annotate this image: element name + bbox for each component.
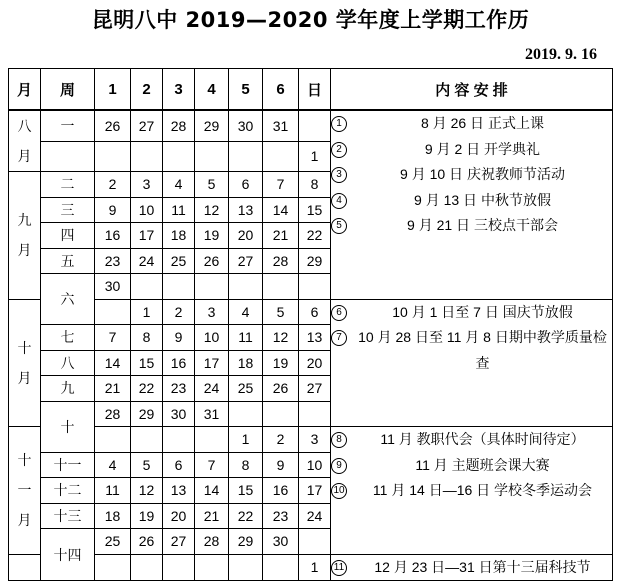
day-cell: [131, 274, 163, 300]
day-cell: 28: [163, 110, 195, 141]
day-cell: 22: [131, 376, 163, 402]
month-char: 月: [17, 512, 32, 529]
day-cell: 29: [195, 110, 229, 141]
schedule-item: [331, 478, 612, 504]
day-cell: 22: [299, 223, 331, 249]
day-cell: [263, 141, 299, 171]
week-cell: 一: [41, 110, 95, 141]
day-cell: [195, 141, 229, 171]
day-cell: [95, 141, 131, 171]
week-cell: 三: [41, 197, 95, 223]
day-cell: 16: [263, 478, 299, 504]
day-cell: 14: [263, 197, 299, 223]
month-cell-oct: [9, 299, 41, 427]
document-date: 2019. 9. 16: [525, 46, 597, 63]
day-cell: 3: [299, 427, 331, 453]
day-cell: 18: [229, 350, 263, 376]
day-cell: [131, 141, 163, 171]
day-cell: 15: [229, 478, 263, 504]
day-cell: 26: [195, 248, 229, 274]
month-char: 九: [17, 212, 32, 229]
day-cell: [299, 529, 331, 555]
day-cell: 29: [299, 248, 331, 274]
day-cell: [263, 401, 299, 427]
day-cell: 9: [95, 197, 131, 223]
day-cell: 27: [131, 110, 163, 141]
week-cell: 九: [41, 376, 95, 402]
day-cell: 10: [131, 197, 163, 223]
day-cell: 31: [263, 110, 299, 141]
week-cell: 十二: [41, 478, 95, 504]
day-cell: 17: [131, 223, 163, 249]
day-cell: [163, 141, 195, 171]
month-char: 月: [17, 242, 32, 259]
item-text: 12 月 23 日—31 日第十三届科技节: [374, 558, 591, 575]
week-cell: 二: [41, 172, 95, 198]
schedule-item: [331, 300, 612, 326]
table-row: [9, 427, 613, 453]
day-cell: [229, 554, 263, 581]
day-cell: [195, 274, 229, 300]
day-cell: 15: [299, 197, 331, 223]
page-title: 昆明八中 2019—2020 学年度上学期工作历: [91, 8, 530, 32]
day-cell: 4: [95, 452, 131, 478]
week-cell: 十: [41, 401, 95, 452]
day-cell: 23: [95, 248, 131, 274]
day-cell: [229, 401, 263, 427]
day-cell: 2: [263, 427, 299, 453]
day-cell: [229, 274, 263, 300]
day-cell: 13: [163, 478, 195, 504]
day-cell: 27: [229, 248, 263, 274]
day-cell: 21: [195, 503, 229, 529]
day-cell: 24: [195, 376, 229, 402]
week-cell: 七: [41, 325, 95, 351]
week-cell: 十三: [41, 503, 95, 529]
day-cell: 12: [195, 197, 229, 223]
day-cell: 5: [131, 452, 163, 478]
schedule-item: [331, 453, 612, 479]
day-cell: 26: [263, 376, 299, 402]
day-cell: 25: [229, 376, 263, 402]
day-cell: [163, 554, 195, 581]
day-cell: 28: [195, 529, 229, 555]
table-row: [9, 299, 613, 325]
day-cell: 30: [95, 274, 131, 300]
header-day: 日: [299, 69, 331, 111]
item-number: 8: [331, 432, 347, 448]
day-cell: 23: [163, 376, 195, 402]
content-cell: [331, 427, 613, 555]
day-cell: 30: [163, 401, 195, 427]
day-cell: 2: [95, 172, 131, 198]
day-cell: [299, 110, 331, 141]
day-cell: 17: [195, 350, 229, 376]
schedule-item: [331, 162, 612, 188]
item-text: 11 月 教职代会（具体时间待定）: [380, 431, 585, 447]
day-cell: 9: [163, 325, 195, 351]
day-cell: 6: [229, 172, 263, 198]
schedule-item: [331, 213, 612, 239]
item-text: 10 月 1 日至 7 日 国庆节放假: [392, 303, 573, 320]
day-cell: 31: [195, 401, 229, 427]
day-cell: 7: [95, 325, 131, 351]
day-cell: 28: [263, 248, 299, 274]
schedule-item: [331, 111, 612, 137]
month-char: 十: [17, 339, 32, 356]
header-day: 6: [263, 69, 299, 111]
day-cell: 11: [163, 197, 195, 223]
item-number: 10: [331, 483, 347, 499]
schedule-item: [331, 555, 612, 581]
day-cell: 5: [195, 172, 229, 198]
content-cell: [331, 299, 613, 427]
header-day: 1: [95, 69, 131, 111]
week-cell: 六: [41, 274, 95, 325]
day-cell: 28: [95, 401, 131, 427]
item-text: 9 月 13 日 中秋节放假: [414, 191, 551, 208]
week-cell: 十一: [41, 452, 95, 478]
week-cell: [41, 141, 95, 171]
month-char: 八: [17, 118, 32, 134]
day-cell: 11: [229, 325, 263, 351]
month-char: 十: [17, 452, 32, 469]
day-cell: 6: [299, 299, 331, 325]
day-cell: 11: [95, 478, 131, 504]
day-cell: 21: [95, 376, 131, 402]
table-row: [9, 110, 613, 141]
day-cell: 1: [299, 554, 331, 581]
day-cell: [163, 274, 195, 300]
item-text: 11 月 14 日—16 日 学校冬季运动会: [372, 482, 593, 498]
day-cell: 16: [163, 350, 195, 376]
day-cell: 19: [131, 503, 163, 529]
week-cell: 八: [41, 350, 95, 376]
day-cell: 18: [163, 223, 195, 249]
day-cell: 26: [131, 529, 163, 555]
day-cell: 4: [229, 299, 263, 325]
month-char: 一: [17, 482, 32, 499]
day-cell: [195, 427, 229, 453]
day-cell: 14: [195, 478, 229, 504]
day-cell: 19: [263, 350, 299, 376]
day-cell: 6: [163, 452, 195, 478]
item-text: 9 月 10 日 庆祝教师节活动: [400, 166, 565, 182]
day-cell: 20: [299, 350, 331, 376]
day-cell: 20: [229, 223, 263, 249]
day-cell: 5: [263, 299, 299, 325]
day-cell: 30: [263, 529, 299, 555]
day-cell: 1: [131, 299, 163, 325]
header-day: 3: [163, 69, 195, 111]
item-number: 4: [331, 193, 347, 209]
day-cell: [95, 554, 131, 581]
schedule-item: [331, 427, 612, 453]
day-cell: 27: [163, 529, 195, 555]
day-cell: 25: [95, 529, 131, 555]
item-number: 9: [331, 458, 347, 474]
day-cell: [131, 554, 163, 581]
day-cell: 27: [299, 376, 331, 402]
day-cell: 24: [299, 503, 331, 529]
item-number: 5: [331, 218, 347, 234]
day-cell: [299, 274, 331, 300]
day-cell: 21: [263, 223, 299, 249]
calendar-table: [8, 68, 613, 581]
item-number: 6: [331, 305, 347, 321]
schedule-item: [331, 188, 612, 214]
day-cell: 25: [163, 248, 195, 274]
item-number: 7: [331, 330, 347, 346]
day-cell: 20: [163, 503, 195, 529]
day-cell: [131, 427, 163, 453]
week-cell: 五: [41, 248, 95, 274]
day-cell: 3: [195, 299, 229, 325]
day-cell: [229, 141, 263, 171]
day-cell: 7: [263, 172, 299, 198]
day-cell: [95, 299, 131, 325]
header-month: 月: [9, 69, 41, 111]
header-content: 内 容 安 排: [331, 69, 613, 111]
day-cell: 13: [299, 325, 331, 351]
item-number: 2: [331, 142, 347, 158]
month-cell-empty: [9, 554, 41, 581]
day-cell: 1: [229, 427, 263, 453]
item-text: 9 月 2 日 开学典礼: [424, 140, 541, 157]
day-cell: 10: [195, 325, 229, 351]
item-number: 3: [331, 167, 347, 183]
day-cell: 4: [163, 172, 195, 198]
day-cell: 14: [95, 350, 131, 376]
month-char: 月: [17, 369, 32, 386]
schedule-item: [331, 137, 612, 163]
item-number: 1: [331, 116, 347, 132]
day-cell: [263, 274, 299, 300]
day-cell: 30: [229, 110, 263, 141]
day-cell: 23: [263, 503, 299, 529]
day-cell: 2: [163, 299, 195, 325]
day-cell: [263, 554, 299, 581]
day-cell: 26: [95, 110, 131, 141]
header-day: 2: [131, 69, 163, 111]
header-week: 周: [41, 69, 95, 111]
day-cell: 22: [229, 503, 263, 529]
day-cell: 8: [299, 172, 331, 198]
header-day: 5: [229, 69, 263, 111]
day-cell: 17: [299, 478, 331, 504]
day-cell: 29: [229, 529, 263, 555]
item-text: 9 月 21 日 三校点干部会: [407, 217, 558, 233]
month-cell-sep: [9, 172, 41, 300]
week-cell: 四: [41, 223, 95, 249]
day-cell: 10: [299, 452, 331, 478]
item-text: 8 月 26 日 正式上课: [421, 115, 544, 131]
schedule-item: [331, 325, 612, 376]
header-row: [9, 69, 613, 111]
content-cell: [331, 554, 613, 581]
day-cell: 24: [131, 248, 163, 274]
month-cell-aug: [9, 110, 41, 172]
header-day: 4: [195, 69, 229, 111]
day-cell: 15: [131, 350, 163, 376]
day-cell: 8: [131, 325, 163, 351]
item-text: 10 月 28 日至 11 月 8 日期中教学质量检查: [358, 329, 607, 371]
day-cell: 12: [131, 478, 163, 504]
day-cell: 9: [263, 452, 299, 478]
day-cell: [95, 427, 131, 453]
day-cell: 3: [131, 172, 163, 198]
month-cell-nov: [9, 427, 41, 555]
week-cell: 十四: [41, 529, 95, 581]
content-cell: [331, 110, 613, 299]
day-cell: [163, 427, 195, 453]
item-number: 11: [331, 560, 347, 576]
day-cell: 19: [195, 223, 229, 249]
day-cell: 1: [299, 141, 331, 171]
day-cell: 12: [263, 325, 299, 351]
item-text: 11 月 主题班会课大赛: [415, 456, 550, 473]
day-cell: 13: [229, 197, 263, 223]
month-char: 月: [17, 148, 32, 164]
day-cell: 8: [229, 452, 263, 478]
day-cell: 29: [131, 401, 163, 427]
table-row: [9, 554, 613, 581]
day-cell: [299, 401, 331, 427]
day-cell: 7: [195, 452, 229, 478]
day-cell: 16: [95, 223, 131, 249]
day-cell: 18: [95, 503, 131, 529]
day-cell: [195, 554, 229, 581]
